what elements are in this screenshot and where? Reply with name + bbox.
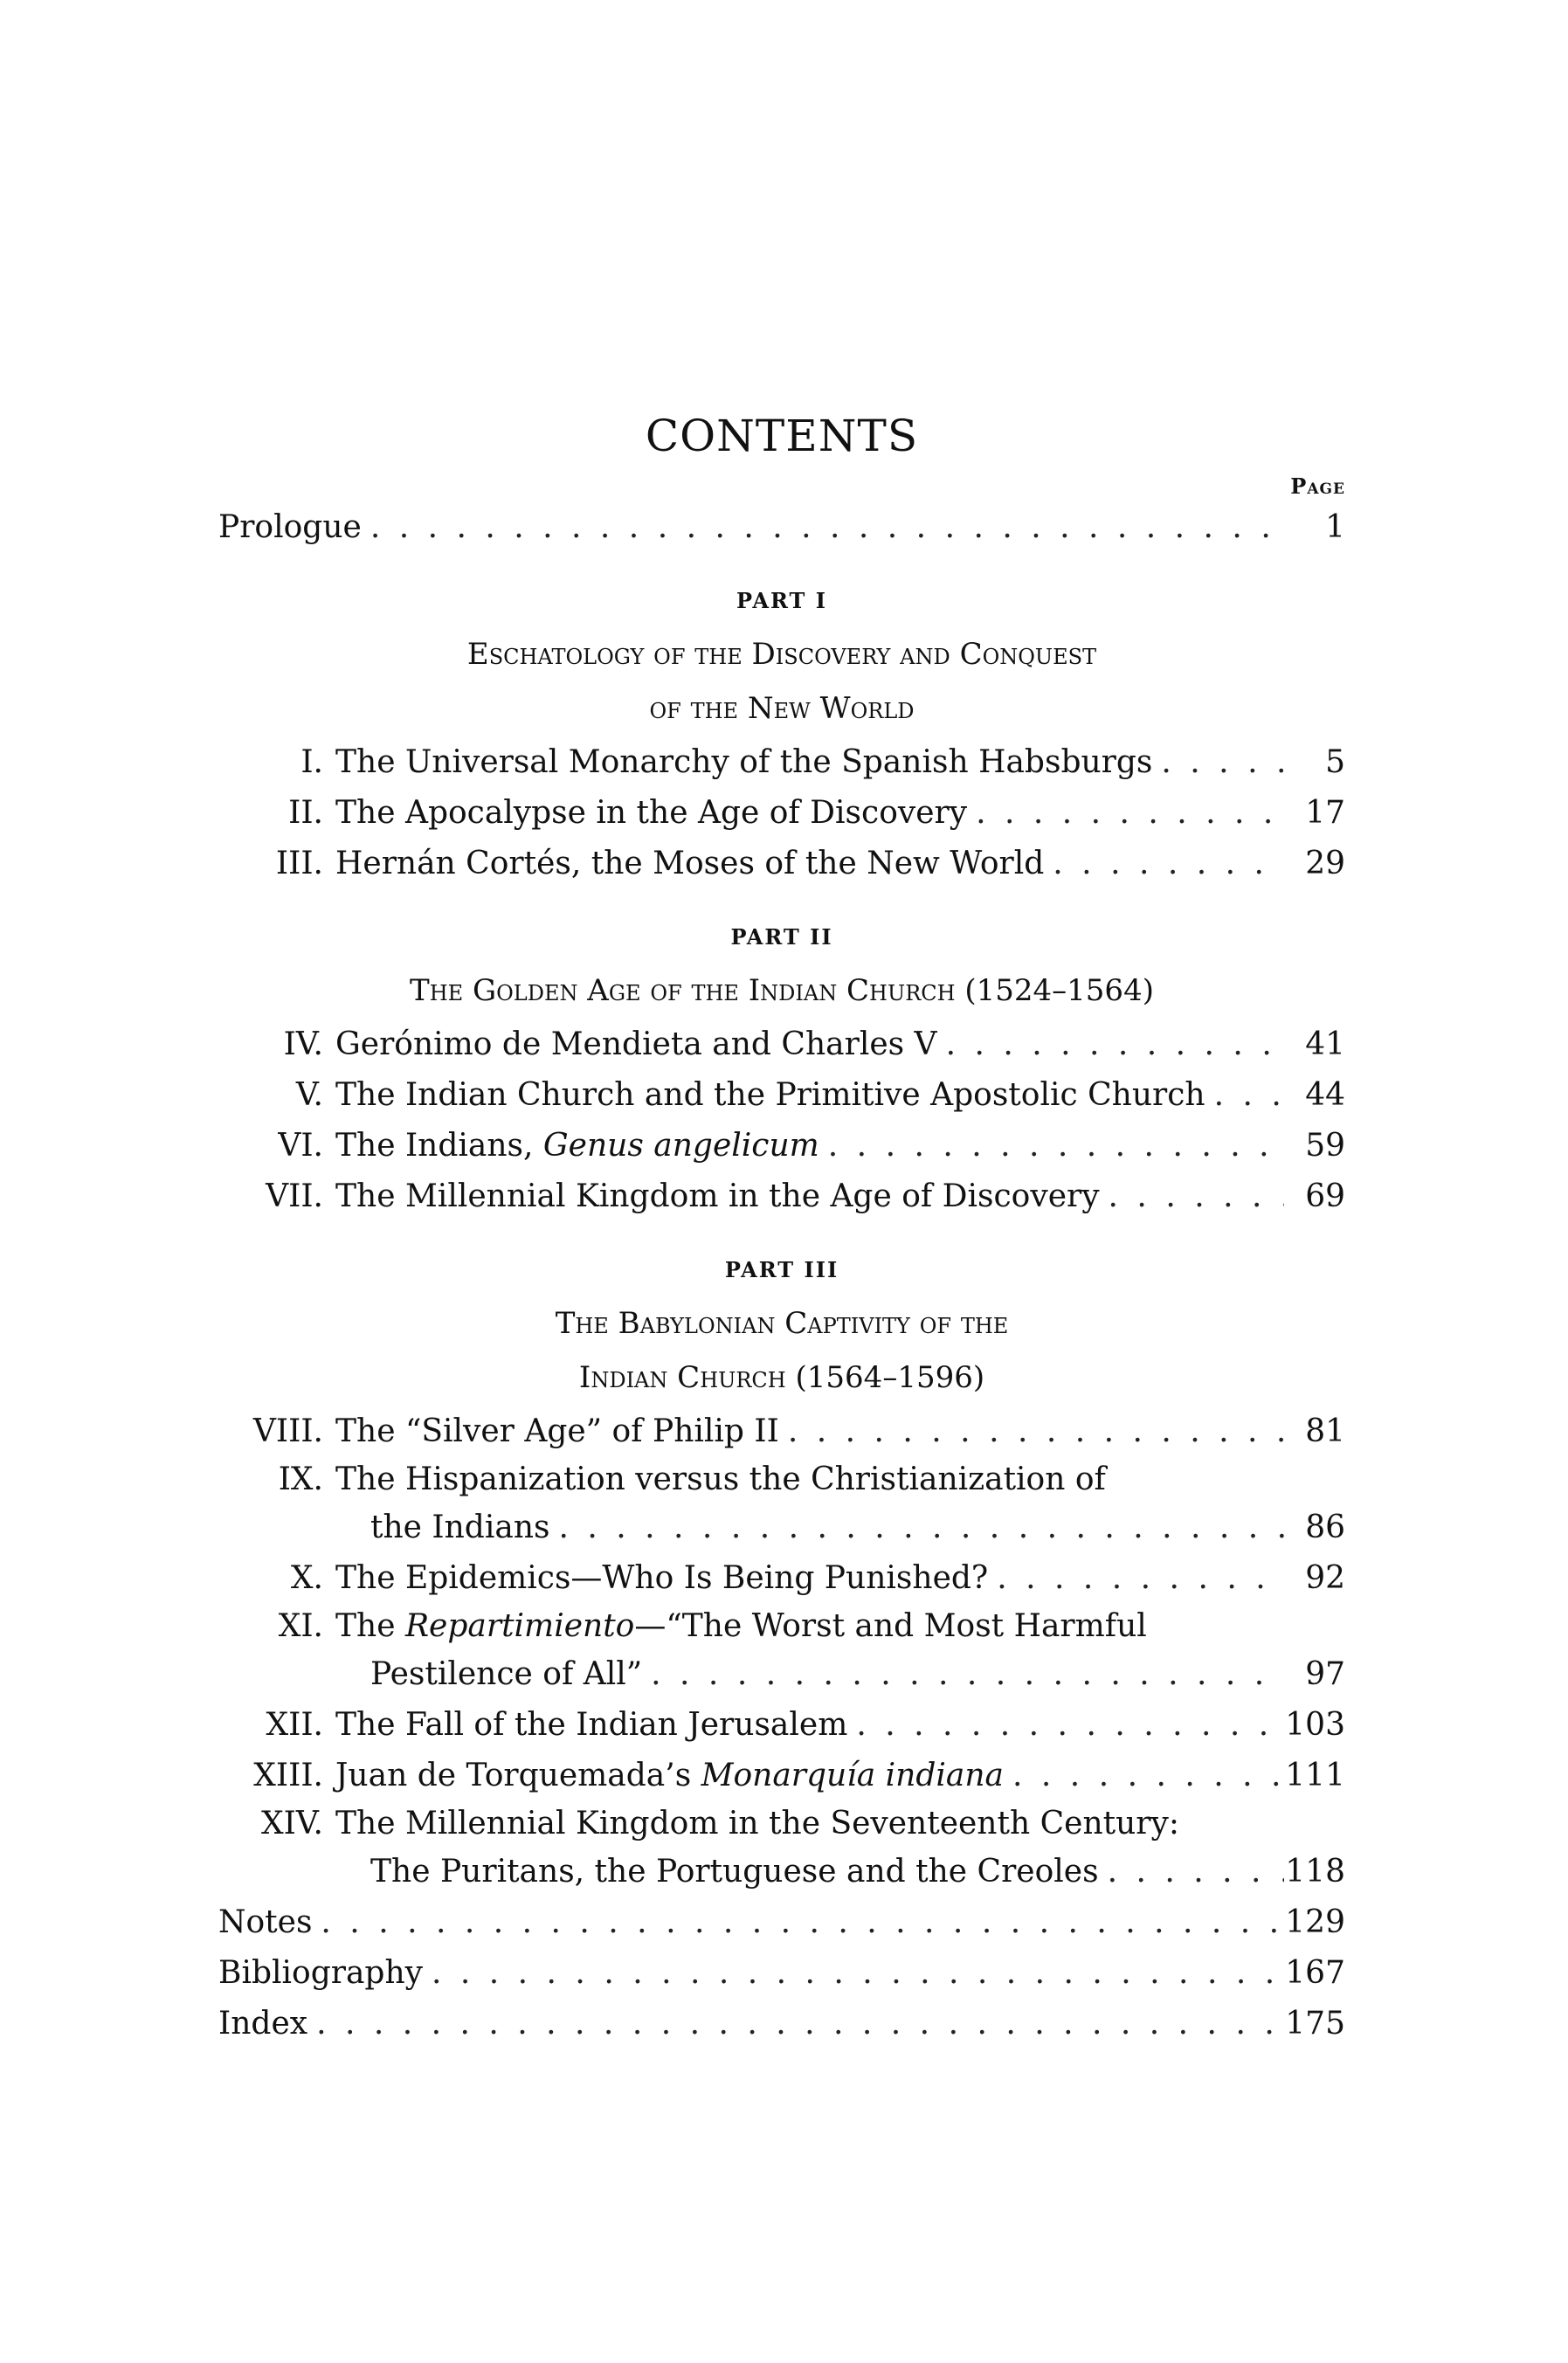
part-2-label: PART II [730, 924, 833, 950]
leader-dots [362, 502, 1284, 553]
toc-entry-chapter-3[interactable] [218, 839, 1345, 889]
chapter-number: IV. [283, 1026, 323, 1062]
toc-entry-chapter-10[interactable] [218, 1553, 1345, 1604]
toc-entry-index[interactable] [218, 1999, 1345, 2049]
italic-title: Monarquía indiana [701, 1758, 1005, 1793]
toc-entry-page: 167 [1285, 1955, 1345, 1991]
toc-entry-chapter-8[interactable] [218, 1406, 1345, 1457]
toc-entry-title: Prologue [218, 509, 362, 545]
leader-dots [819, 1121, 1284, 1171]
chapter-number: VI. [278, 1128, 323, 1164]
part-3-label: PART III [724, 1257, 839, 1282]
leader-dots [937, 1019, 1284, 1070]
toc-entry-chapter-2[interactable] [218, 788, 1345, 839]
toc-entry-title: The Millennial Kingdom in the Seventeenth Century: [335, 1806, 1179, 1841]
toc-entry-notes[interactable] [218, 1897, 1345, 1948]
toc-entry-title: The Repartimiento—“The Worst and Most Harmful [335, 1608, 1147, 1644]
toc-entry-page: 17 [1305, 795, 1345, 831]
leader-dots [1100, 1171, 1284, 1222]
leader-dots [1099, 1847, 1284, 1897]
toc-entry-page: 97 [1305, 1656, 1345, 1692]
chapter-number: IX. [278, 1461, 323, 1497]
leader-dots [1044, 839, 1284, 889]
toc-entry-chapter-14[interactable] [218, 1801, 1345, 1847]
toc-entry-chapter-6[interactable] [218, 1121, 1345, 1171]
toc-entry-title: Bibliography [218, 1955, 423, 1991]
chapter-number: XII. [266, 1707, 323, 1743]
toc-entry-title: Notes [218, 1904, 313, 1940]
toc-entry-page: 81 [1305, 1413, 1345, 1449]
toc-entry-page: 69 [1305, 1178, 1345, 1214]
toc-entry-page: 5 [1325, 744, 1345, 780]
leader-dots [550, 1503, 1285, 1553]
part-3-title-line-1: The Babylonian Captivity of the [555, 1306, 1009, 1341]
toc-entry-page: 41 [1305, 1026, 1345, 1062]
toc-entry-chapter-11-continued[interactable] [218, 1649, 1345, 1700]
toc-entry-title: The Apocalypse in the Age of Discovery [335, 795, 968, 831]
toc-entry-title: Pestilence of All” [370, 1656, 643, 1692]
part-2-title-line-1: The Golden Age of the Indian Church (1524–1564) [410, 973, 1154, 1008]
toc-entry-title: The Indian Church and the Primitive Apostolic Church [335, 1077, 1205, 1113]
chapter-number: II. [288, 795, 323, 831]
toc-entry-page: 86 [1305, 1510, 1345, 1545]
contents-page [218, 411, 1345, 2049]
toc-entry-title: The Universal Monarchy of the Spanish Habsburgs [335, 744, 1153, 780]
leader-dots [312, 1897, 1284, 1948]
part-3-title-line-2: Indian Church (1564–1596) [578, 1360, 985, 1395]
toc-entry-page: 29 [1305, 846, 1345, 881]
chapter-number: XIII. [253, 1758, 323, 1793]
toc-entry-bibliography[interactable] [218, 1948, 1345, 1999]
chapter-number: V. [295, 1077, 323, 1113]
leader-dots [1004, 1751, 1284, 1801]
chapter-number: VIII. [252, 1413, 323, 1449]
toc-entry-title: The Hispanization versus the Christianization of [335, 1461, 1106, 1497]
part-1-label: PART I [736, 588, 827, 613]
toc-entry-chapter-5[interactable] [218, 1070, 1345, 1121]
italic-title: Repartimiento [404, 1608, 635, 1644]
leader-dots [1205, 1070, 1284, 1121]
toc-entry-chapter-13[interactable] [218, 1751, 1345, 1801]
italic-title: Genus angelicum [542, 1128, 819, 1164]
leader-dots [423, 1948, 1284, 1999]
toc-entry-chapter-9-continued[interactable] [218, 1503, 1345, 1553]
chapter-number: XIV. [261, 1806, 323, 1841]
toc-entry-prologue[interactable] [218, 502, 1345, 553]
leader-dots [847, 1700, 1284, 1751]
toc-entry-title: The Epidemics—Who Is Being Punished? [335, 1560, 989, 1596]
chapter-number: X. [290, 1560, 323, 1596]
chapter-number: VII. [266, 1178, 323, 1214]
toc-entry-page: 175 [1285, 2006, 1345, 2042]
page-column-heading: Page [1290, 473, 1345, 499]
chapter-number: I. [300, 744, 323, 780]
toc-entry-chapter-12[interactable] [218, 1700, 1345, 1751]
toc-entry-page: 44 [1305, 1077, 1345, 1113]
toc-entry-chapter-9[interactable] [218, 1457, 1345, 1503]
toc-entry-title: the Indians [370, 1510, 550, 1545]
toc-entry-chapter-7[interactable] [218, 1171, 1345, 1222]
toc-entry-page: 111 [1285, 1758, 1345, 1793]
toc-entry-title: The Puritans, the Portuguese and the Creoles [370, 1854, 1099, 1890]
leader-dots [307, 1999, 1284, 2049]
toc-entry-title: Index [218, 2006, 308, 2042]
toc-entry-page: 103 [1285, 1707, 1345, 1743]
toc-entry-page: 129 [1285, 1904, 1345, 1940]
toc-entry-title: Juan de Torquemada’s Monarquía indiana [335, 1758, 1005, 1793]
toc-entry-page: 59 [1305, 1128, 1345, 1164]
toc-entry-title: The Millennial Kingdom in the Age of Discovery [335, 1178, 1100, 1214]
toc-entry-page: 92 [1305, 1560, 1345, 1596]
chapter-number: XI. [278, 1608, 323, 1644]
toc-entry-chapter-4[interactable] [218, 1019, 1345, 1070]
leader-dots [1152, 737, 1284, 788]
toc-entry-title: The Fall of the Indian Jerusalem [335, 1707, 848, 1743]
toc-entry-chapter-1[interactable] [218, 737, 1345, 788]
toc-entry-title: The “Silver Age” of Philip II [335, 1413, 779, 1449]
toc-entry-title: The Indians, Genus angelicum [335, 1128, 819, 1164]
chapter-number: III. [275, 846, 323, 881]
leader-dots [779, 1406, 1284, 1457]
leader-dots [642, 1649, 1284, 1700]
toc-entry-page: 118 [1285, 1854, 1345, 1890]
leader-dots [967, 788, 1284, 839]
toc-entry-page: 1 [1325, 509, 1345, 545]
part-1-title-line-2: of the New World [649, 691, 915, 726]
contents-title: CONTENTS [645, 411, 919, 461]
toc-entry-chapter-11[interactable] [218, 1604, 1345, 1649]
part-1-title-line-1: Eschatology of the Discovery and Conquest [466, 637, 1097, 672]
toc-entry-chapter-14-continued[interactable] [218, 1847, 1345, 1897]
toc-entry-title: Hernán Cortés, the Moses of the New World [335, 846, 1045, 881]
leader-dots [988, 1553, 1284, 1604]
toc-entry-title: Gerónimo de Mendieta and Charles V [335, 1026, 937, 1062]
